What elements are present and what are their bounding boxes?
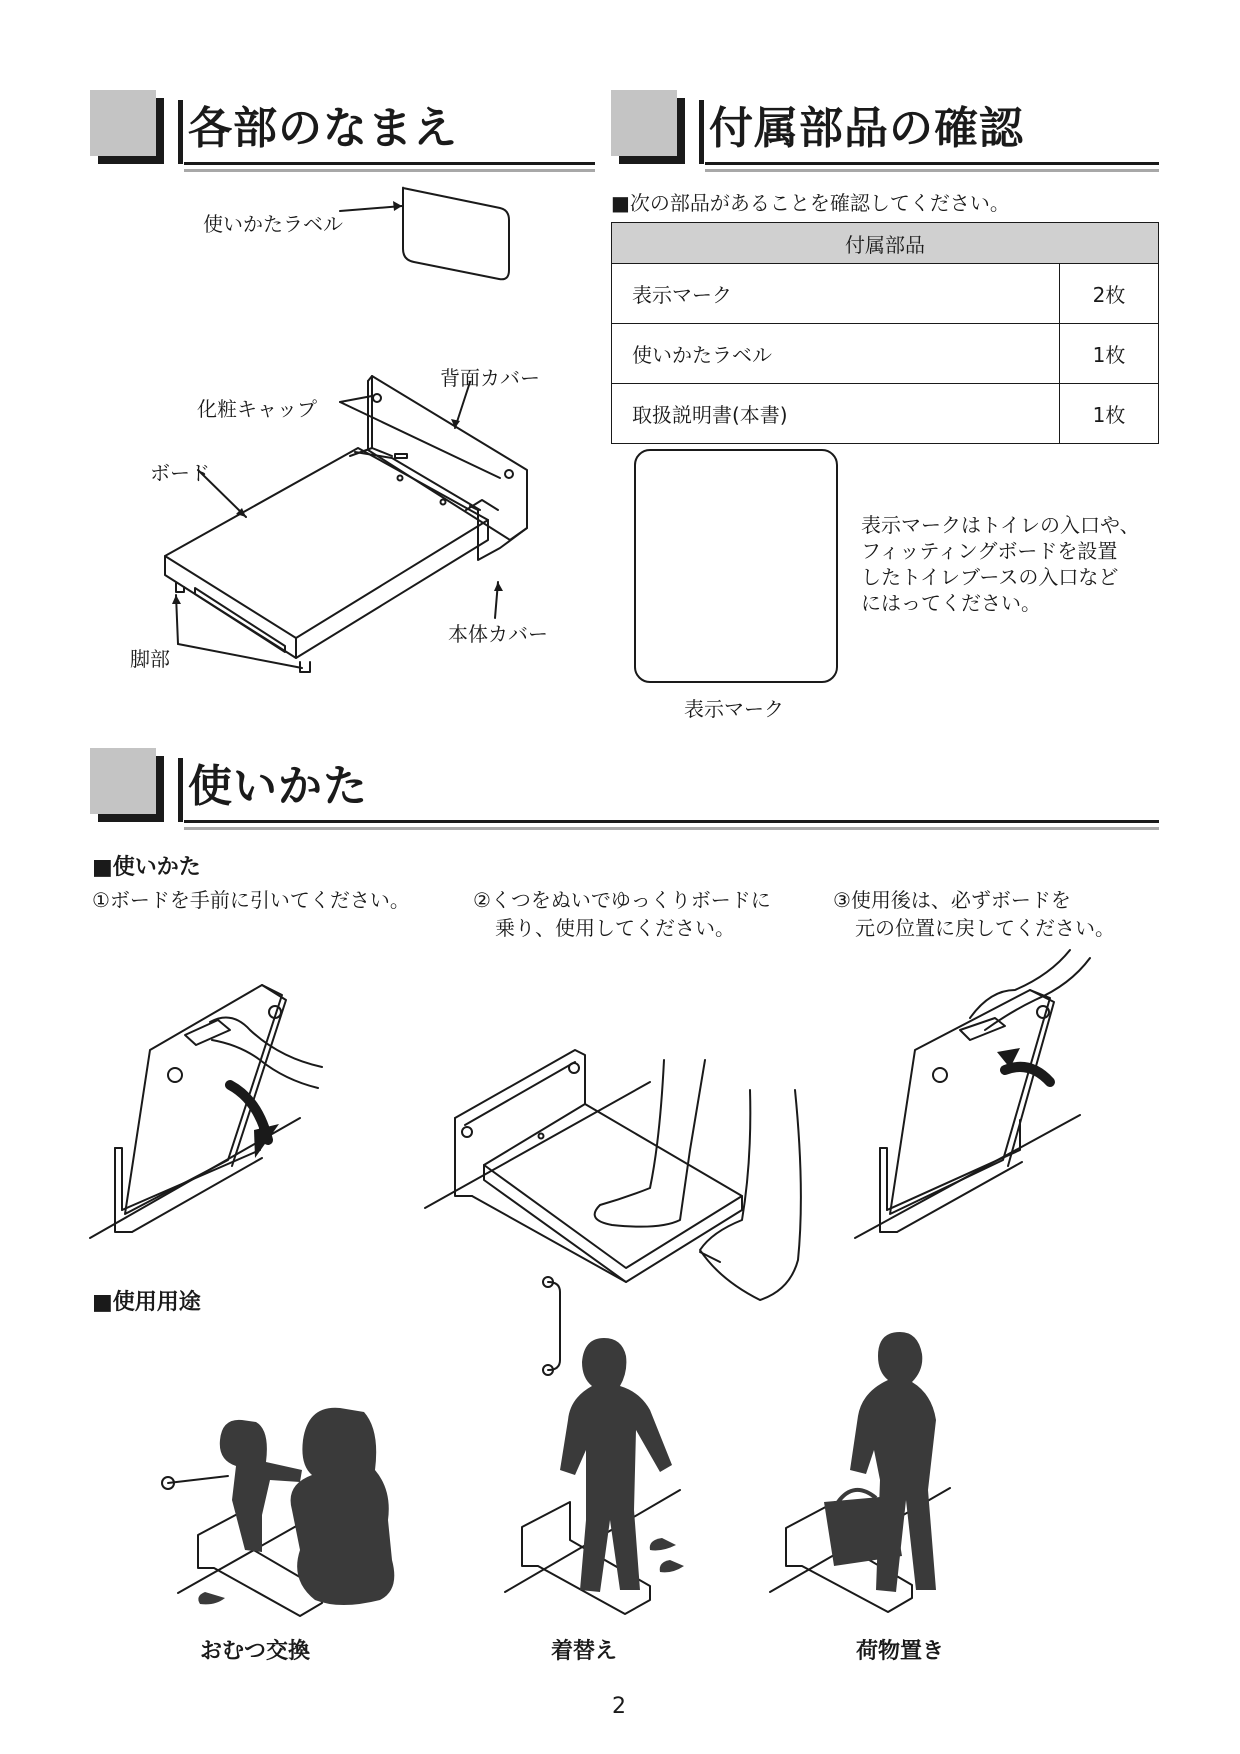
table-cell-name: 使いかたラベル bbox=[612, 324, 1060, 384]
note-line: フィッティングボードを設置 bbox=[861, 539, 1118, 563]
label-cosmetic-cap: 化粧キャップ bbox=[197, 397, 317, 421]
how-to-heading: ■使いかた bbox=[92, 855, 201, 880]
table-cell-name: 取扱説明書(本書) bbox=[612, 384, 1060, 444]
step-line: ①ボードを手前に引いてください。 bbox=[92, 888, 410, 912]
purposes-heading: ■使用用途 bbox=[92, 1290, 201, 1315]
note-line: にはってください。 bbox=[861, 591, 1041, 615]
page-number: 2 bbox=[612, 1694, 626, 1719]
display-mark-caption: 表示マーク bbox=[684, 697, 784, 721]
step-line: ③使用後は、必ずボードを bbox=[833, 888, 1071, 912]
step-line: 乗り、使用してください。 bbox=[495, 916, 735, 940]
accessories-intro: ■次の部品があることを確認してください。 bbox=[611, 191, 1010, 215]
note-line: 表示マークはトイレの入口や、 bbox=[861, 513, 1140, 537]
section-title: 付属部品の確認 bbox=[709, 103, 1024, 154]
table-cell-name: 表示マーク bbox=[612, 264, 1060, 324]
table-header: 付属部品 bbox=[612, 223, 1159, 264]
table-cell-qty: 1枚 bbox=[1060, 324, 1159, 384]
label-back-cover: 背面カバー bbox=[440, 366, 540, 390]
section-title: 使いかた bbox=[188, 761, 368, 812]
purpose-caption-diaper: おむつ交換 bbox=[200, 1639, 311, 1664]
note-line: したトイレブースの入口など bbox=[861, 565, 1119, 589]
label-board: ボード bbox=[150, 461, 210, 485]
purpose-caption-luggage: 荷物置き bbox=[856, 1639, 945, 1664]
section-title: 各部のなまえ bbox=[188, 103, 458, 154]
label-legs: 脚部 bbox=[130, 647, 170, 671]
table-cell-qty: 1枚 bbox=[1060, 384, 1159, 444]
label-body-cover: 本体カバー bbox=[448, 622, 548, 646]
step-line: ②くつをぬいでゆっくりボードに bbox=[473, 888, 771, 912]
table-cell-qty: 2枚 bbox=[1060, 264, 1159, 324]
purpose-caption-changing: 着替え bbox=[551, 1639, 618, 1664]
step-line: 元の位置に戻してください。 bbox=[855, 916, 1115, 940]
label-usage-label: 使いかたラベル bbox=[203, 212, 343, 236]
